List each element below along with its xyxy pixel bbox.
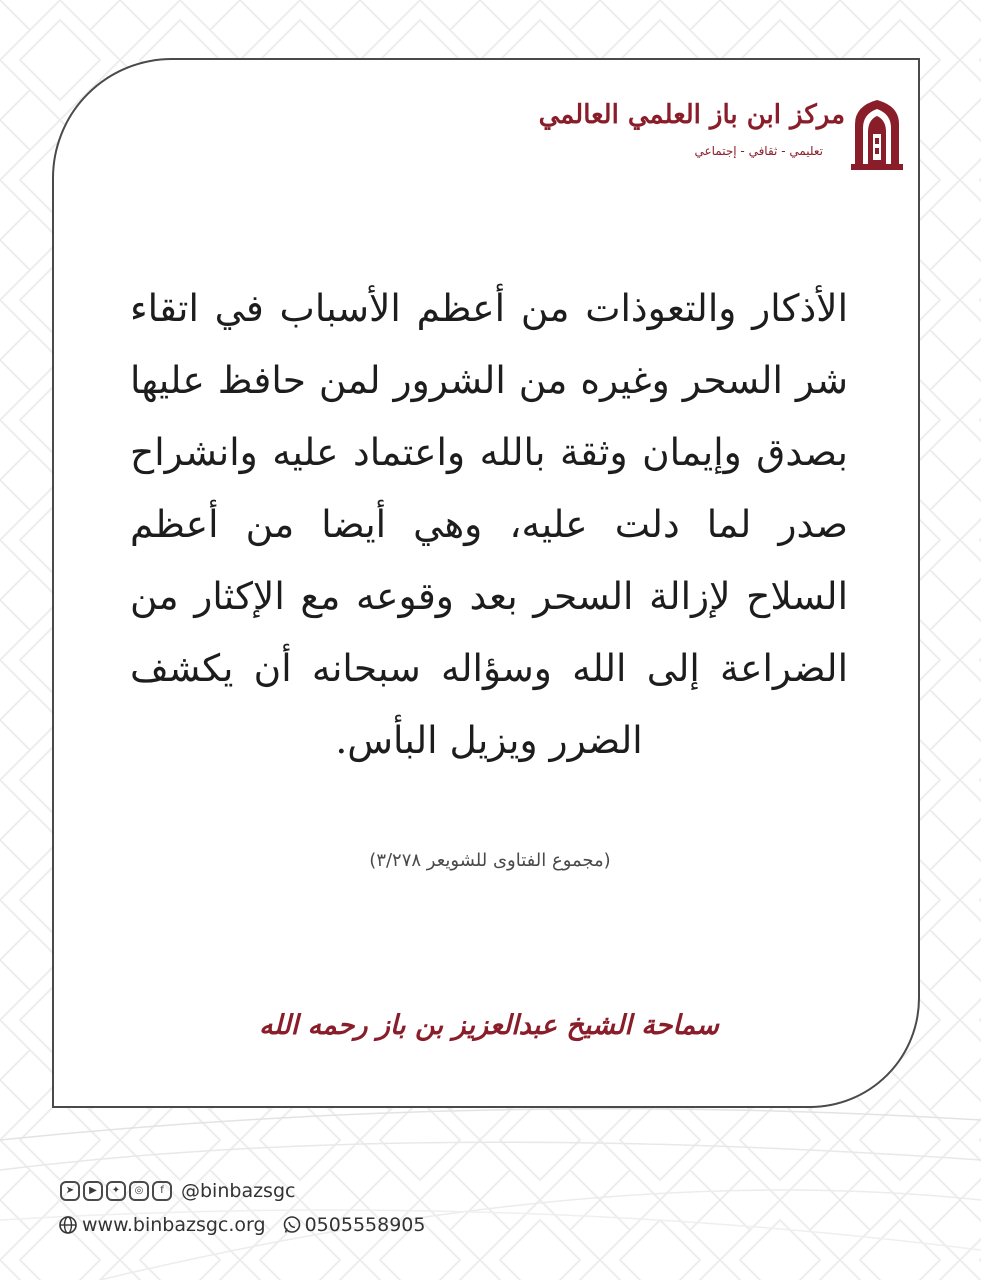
mosque-emblem-icon bbox=[851, 98, 903, 170]
facebook-icon[interactable]: f bbox=[152, 1181, 172, 1201]
logo-title: مركز ابن باز العلمي العالمي bbox=[538, 100, 845, 130]
instagram-icon[interactable]: ◎ bbox=[129, 1181, 149, 1201]
social-handle[interactable]: @binbazsgc bbox=[181, 1180, 296, 1202]
whatsapp-icon bbox=[282, 1215, 302, 1235]
source-citation: (مجموع الفتاوى للشويعر ٣/٢٧٨) bbox=[369, 850, 611, 871]
signature-calligraphy: سماحة الشيخ عبدالعزيز بن باز رحمه الله bbox=[259, 1010, 719, 1041]
twitter-icon[interactable]: ✦ bbox=[106, 1181, 126, 1201]
quote-text: الأذكار والتعوذات من أعظم الأسباب في اتقاء شر السحر وغيره من الشرور لمن حافظ عليها بصدق وإيمان وثقة بالله واعتماد عليه وانشراح صدر لما دلت عليه، وهي أيضا من أعظم السلاح لإزالة السحر بعد وقوعه مع الإكثار من الضراعة إلى الله وسؤاله سبحانه أن يكشف الضرر ويزيل البأس. bbox=[130, 286, 848, 762]
contact-info bbox=[58, 1212, 425, 1238]
youtube-icon[interactable]: ▶ bbox=[83, 1181, 103, 1201]
logo bbox=[538, 98, 903, 170]
social-links bbox=[60, 1178, 295, 1204]
website-link[interactable]: www.binbazsgc.org bbox=[82, 1214, 266, 1236]
telegram-icon[interactable]: ➤ bbox=[60, 1181, 80, 1201]
logo-subtitle: تعليمي - ثقافي - إجتماعي bbox=[694, 144, 823, 158]
globe-icon bbox=[58, 1215, 78, 1235]
phone-number[interactable]: 0505558905 bbox=[304, 1214, 426, 1236]
phone-group bbox=[282, 1214, 426, 1236]
